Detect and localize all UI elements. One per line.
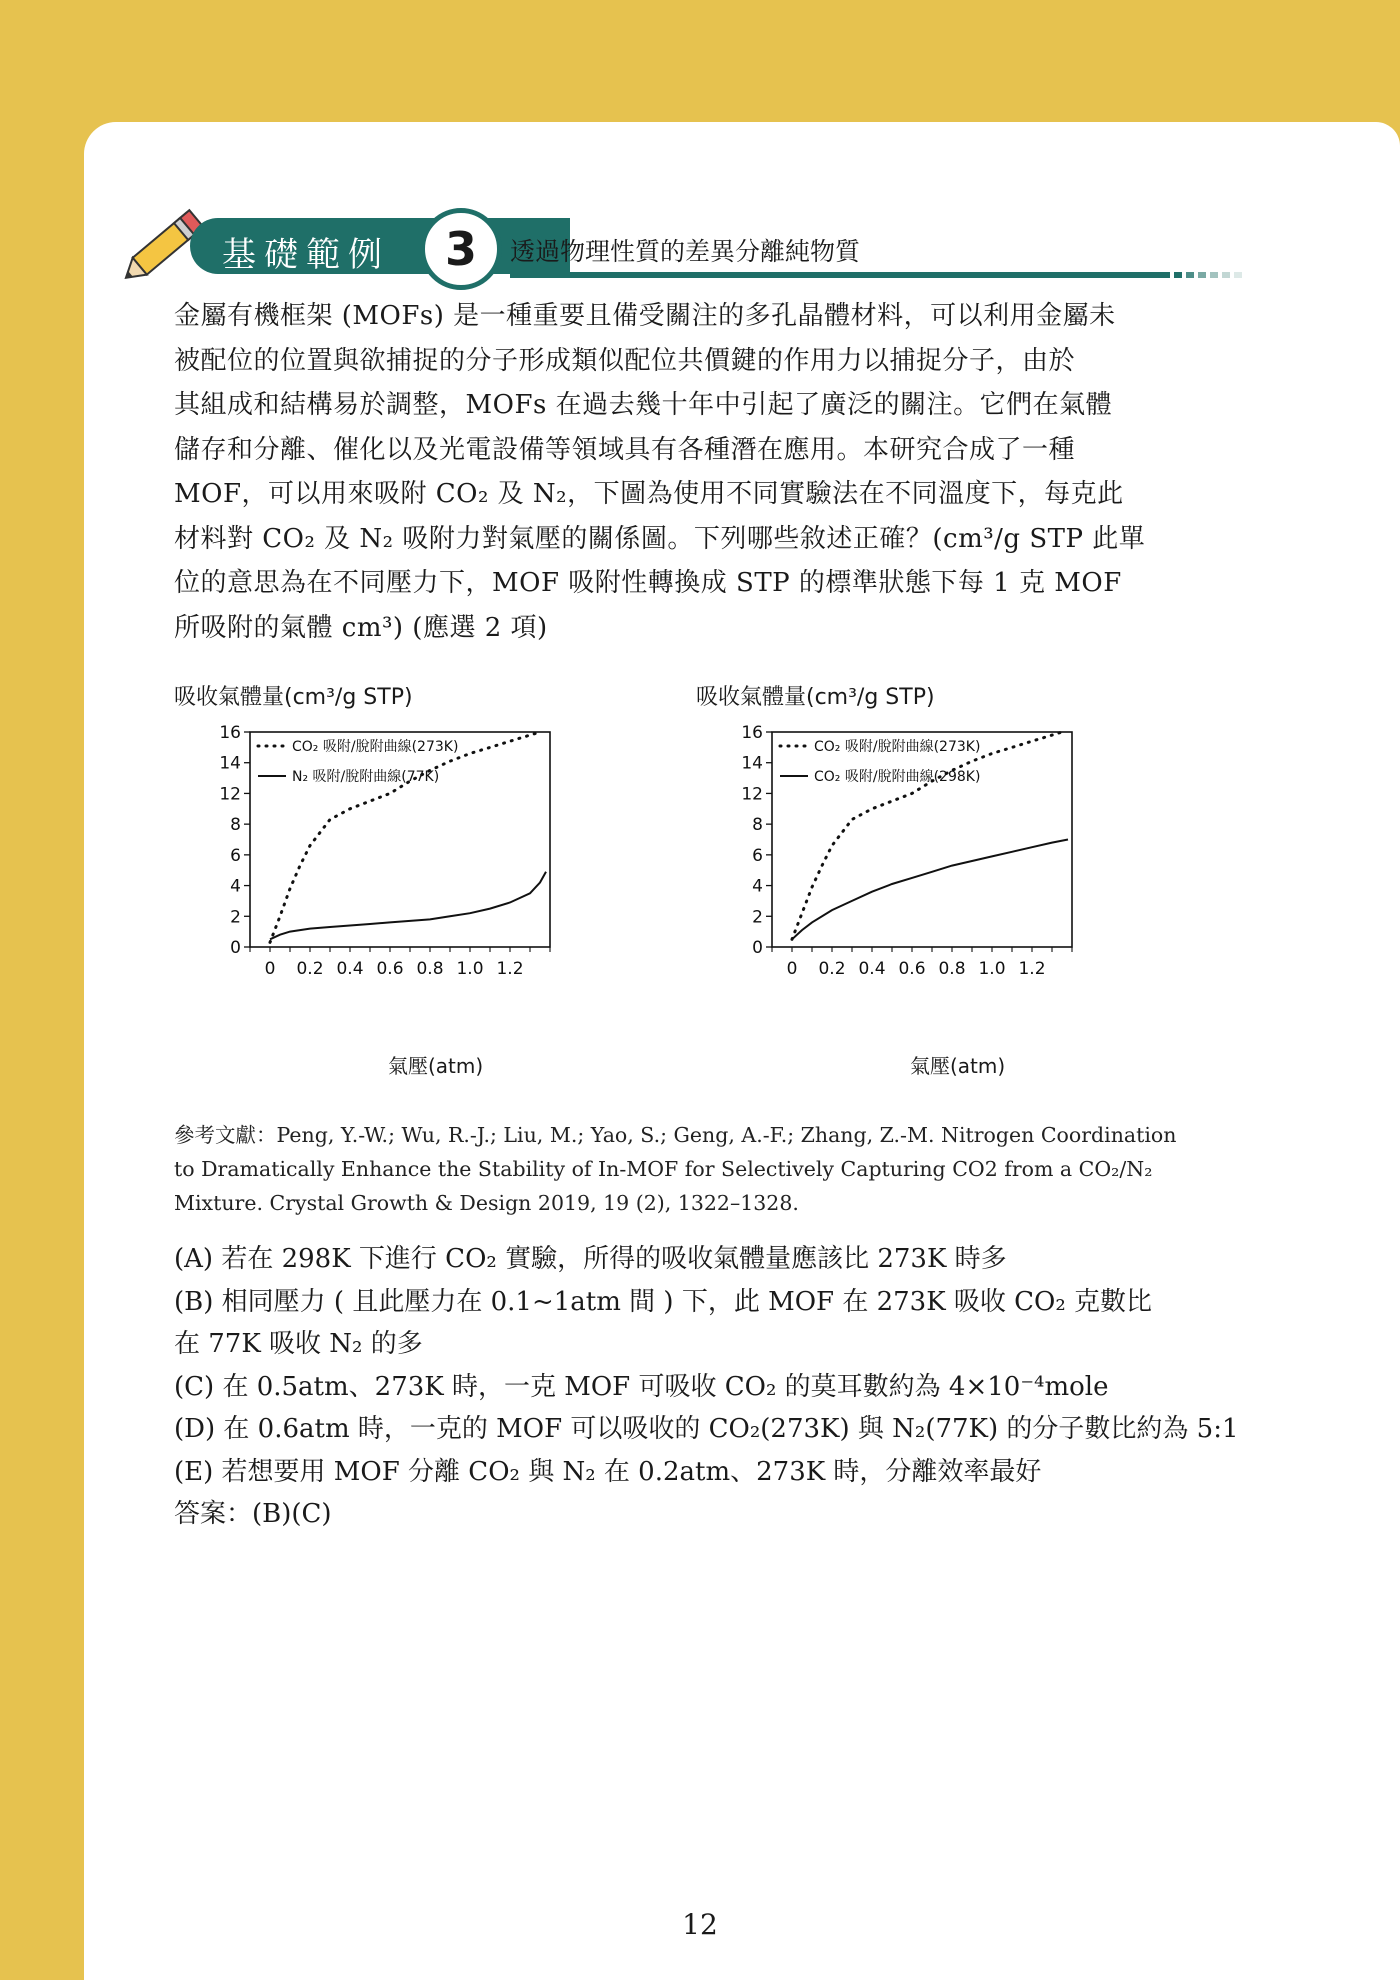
x-tick-label: 0.8 bbox=[416, 959, 444, 979]
x-tick-label: 0.2 bbox=[296, 959, 324, 979]
y-tick-label: 0 bbox=[230, 938, 241, 958]
y-tick-label: 6 bbox=[230, 845, 241, 866]
plot-frame bbox=[772, 732, 1072, 947]
body-line: 位的意思為在不同壓力下，MOF 吸附性轉換成 STP 的標準狀態下每 1 克 MOF bbox=[174, 568, 1122, 598]
y-tick-label: 4 bbox=[230, 876, 241, 897]
body-line: 所吸附的氣體 cm³) (應選 2 項) bbox=[174, 612, 548, 643]
y-tick-label: 12 bbox=[741, 784, 763, 805]
header-label: 基礎範例 bbox=[222, 235, 390, 275]
body-line: 儲存和分離、催化以及光電設備等領域具有各種潛在應用。本研究合成了一種 bbox=[174, 434, 1076, 465]
x-tick-label: 1.2 bbox=[496, 959, 524, 979]
chart-right bbox=[682, 680, 1182, 1100]
y-tick-label: 8 bbox=[752, 815, 763, 836]
body-line: 被配位的位置與欲捕捉的分子形成類似配位共價鍵的作用力以捕捉分子，由於 bbox=[174, 345, 1076, 376]
y-axis-label: 吸收氣體量(cm³/g STP) bbox=[696, 685, 935, 710]
y-tick-label: 0 bbox=[752, 938, 763, 958]
x-tick-label: 1.2 bbox=[1018, 959, 1046, 979]
x-tick-label: 0 bbox=[264, 959, 276, 979]
y-tick-label: 16 bbox=[741, 723, 763, 743]
body-line: 金屬有機框架 (MOFs) 是一種重要且備受關注的多孔晶體材料，可以利用金屬未 bbox=[174, 301, 1116, 331]
header-subtitle: 透過物理性質的差異分離純物質 bbox=[510, 237, 861, 266]
x-tick-label: 0.2 bbox=[818, 959, 846, 979]
x-axis-label: 氣壓(atm) bbox=[388, 1054, 484, 1078]
x-tick-label: 0 bbox=[786, 959, 798, 979]
y-tick-label: 14 bbox=[219, 753, 241, 774]
y-tick-label: 16 bbox=[219, 723, 241, 743]
series-line-solid bbox=[270, 872, 546, 940]
option-d: (D) 在 0.6atm 時，一克的 MOF 可以吸收的 CO₂(273K) 與 N₂(77K) 的分子數比約為 5:1 bbox=[174, 1414, 1239, 1444]
x-tick-label: 0.6 bbox=[376, 959, 404, 979]
header-underline bbox=[510, 272, 1170, 278]
x-tick-label: 0.4 bbox=[336, 959, 364, 979]
x-tick-label: 0.6 bbox=[898, 959, 926, 979]
series-line-solid bbox=[792, 840, 1068, 940]
x-tick-label: 1.0 bbox=[978, 959, 1006, 979]
answer-options bbox=[174, 1238, 1239, 1536]
legend-label: CO₂ 吸附/脫附曲線(273K) bbox=[814, 739, 981, 755]
y-tick-label: 2 bbox=[230, 907, 241, 928]
y-tick-label: 4 bbox=[752, 876, 763, 897]
reference-line: 參考文獻：Peng, Y.-W.; Wu, R.-J.; Liu, M.; Yao, S.; Geng, A.-F.; Zhang, Z.-M. Nitrogen Coordination bbox=[174, 1123, 1177, 1147]
x-tick-label: 0.4 bbox=[858, 959, 886, 979]
charts-area bbox=[160, 680, 1240, 1100]
example-header bbox=[110, 200, 1190, 290]
y-tick-label: 12 bbox=[219, 784, 241, 805]
y-tick-label: 2 bbox=[752, 907, 763, 928]
chart-right-plot bbox=[682, 716, 1162, 1046]
y-axis-label: 吸收氣體量(cm³/g STP) bbox=[174, 685, 413, 710]
legend-label: CO₂ 吸附/脫附曲線(298K) bbox=[814, 769, 981, 785]
option-b-cont: 在 77K 吸收 N₂ 的多 bbox=[174, 1329, 423, 1359]
x-axis-label: 氣壓(atm) bbox=[910, 1054, 1006, 1078]
decorative-dots bbox=[1174, 272, 1294, 280]
body-line: 材料對 CO₂ 及 N₂ 吸附力對氣壓的關係圖。下列哪些敘述正確？(cm³/g STP 此單 bbox=[174, 523, 1146, 554]
series-line-dotted bbox=[270, 732, 540, 942]
plot-frame bbox=[250, 732, 550, 947]
y-tick-label: 6 bbox=[752, 845, 763, 866]
option-a: (A) 若在 298K 下進行 CO₂ 實驗，所得的吸收氣體量應該比 273K 時多 bbox=[174, 1244, 1007, 1274]
page-number: 12 bbox=[682, 1908, 718, 1941]
reference-block bbox=[174, 1118, 1224, 1220]
option-c: (C) 在 0.5atm、273K 時，一克 MOF 可吸收 CO₂ 的莫耳數約為 4×10⁻⁴mole bbox=[174, 1371, 1109, 1402]
body-line: 其組成和結構易於調整，MOFs 在過去幾十年中引起了廣泛的關注。它們在氣體 bbox=[174, 390, 1113, 420]
reference-line: Mixture. Crystal Growth & Design 2019, 19 (2), 1322–1328. bbox=[174, 1191, 799, 1215]
example-number: 3 bbox=[420, 208, 502, 290]
x-tick-label: 1.0 bbox=[456, 959, 484, 979]
x-tick-label: 0.8 bbox=[938, 959, 966, 979]
chart-left-plot bbox=[160, 716, 640, 1046]
legend-label: N₂ 吸附/脫附曲線(77K) bbox=[292, 769, 440, 785]
option-e: (E) 若想要用 MOF 分離 CO₂ 與 N₂ 在 0.2atm、273K 時，分離效率最好 bbox=[174, 1456, 1042, 1487]
body-line: MOF，可以用來吸附 CO₂ 及 N₂，下圖為使用不同實驗法在不同溫度下，每克此 bbox=[174, 479, 1124, 509]
chart-left bbox=[160, 680, 660, 1100]
answer-line: 答案：(B)(C) bbox=[174, 1499, 332, 1529]
y-tick-label: 8 bbox=[230, 815, 241, 836]
legend-label: CO₂ 吸附/脫附曲線(273K) bbox=[292, 739, 459, 755]
y-tick-label: 14 bbox=[741, 753, 763, 774]
option-b: (B) 相同壓力 ( 且此壓力在 0.1~1atm 間 ) 下，此 MOF 在 273K 吸收 CO₂ 克數比 bbox=[174, 1286, 1153, 1317]
reference-line: to Dramatically Enhance the Stability of In-MOF for Selectively Capturing CO2 from a CO₂/N₂ bbox=[174, 1157, 1153, 1181]
series-line-dotted bbox=[792, 732, 1062, 939]
question-body bbox=[174, 294, 1224, 650]
